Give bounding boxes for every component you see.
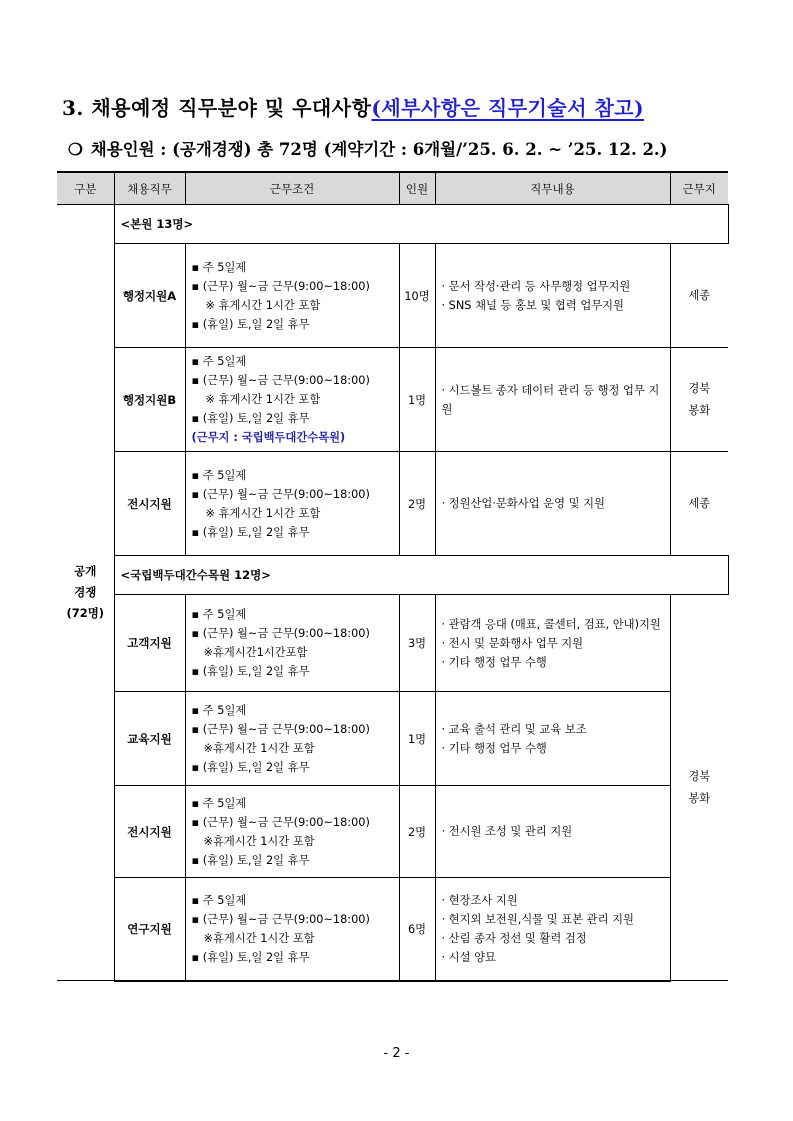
duties [435,878,670,981]
duty-line: · 전시 및 문화행사 업무 지원 [441,636,584,650]
duty-line: · 산림 종자 정선 및 활력 검정 [441,931,587,945]
header-conditions: 근무조건 [185,172,399,205]
page-number: - 2 - [383,1046,410,1061]
work-conditions [185,595,399,692]
job-title: 전시지원 [114,452,185,556]
category-line: 경쟁 [74,585,97,599]
table-row [57,595,728,692]
work-conditions [185,244,399,348]
table-row [57,878,728,981]
condition-line: ▪ (근무) 월~금 근무(9:00~18:00) [191,374,370,387]
job-title: 전시지원 [114,786,185,878]
condition-line: ▪ (근무) 월~금 근무(9:00~18:00) [191,722,370,736]
work-conditions [185,692,399,786]
headcount: 3명 [399,595,435,692]
category-line: (72명) [66,606,105,620]
location-line: 봉화 [688,791,711,805]
duty-line: · 시설 양묘 [441,950,496,964]
circle-bullet-icon: ❍ [68,140,83,159]
section-title-text: 3. 채용예정 직무분야 및 우대사항 [62,96,372,120]
table-row [57,244,728,348]
work-conditions [185,348,399,452]
table-header-row [57,172,728,205]
location [670,595,728,981]
headcount: 1명 [399,692,435,786]
duty-line: · 정원산업·문화사업 운영 및 지원 [441,497,605,510]
duties [435,348,670,452]
workplace-note: (근무지 : 국립백두대간수목원) [191,431,346,444]
condition-line: ▪ 주 5일제 [191,796,247,810]
table-row [57,452,728,556]
recruit-summary-text: 채용인원 : (공개경쟁) 총 72명 (계약기간 : 6개월/’25. 6. 2. ~ ’25. 12. 2.) [90,140,668,159]
duty-line: · 현지외 보전원,식물 및 표본 관리 지원 [441,912,634,926]
headcount: 10명 [399,244,435,348]
duty-line: · SNS 채널 등 홍보 및 협력 업무지원 [441,298,624,312]
condition-line: ▪ (휴일) 토,일 2일 휴무 [191,525,310,539]
condition-line: ▪ (근무) 월~금 근무(9:00~18:00) [191,912,370,926]
condition-note: ※ 휴게시간 1시간 포함 [205,298,321,312]
location: 세종 [670,244,728,348]
location-line: 경북 [688,769,711,783]
condition-line: ▪ 주 5일제 [191,468,247,482]
job-title: 연구지원 [114,878,185,981]
duties [435,595,670,692]
condition-line: ▪ 주 5일제 [191,260,247,274]
recruitment-table [57,171,729,982]
condition-line: ▪ 주 5일제 [191,355,247,368]
condition-line: ▪ (휴일) 토,일 2일 휴무 [191,665,310,678]
condition-note: ※휴게시간 1시간 포함 [203,931,315,945]
duty-line: · 전시원 조성 및 관리 지원 [441,825,573,838]
section-title [62,92,644,121]
section-row [57,205,728,244]
condition-line: ▪ (근무) 월~금 근무(9:00~18:00) [191,627,370,640]
work-conditions [185,786,399,878]
category-line: 공개 [74,564,97,578]
condition-note: ※휴게시간 1시간 포함 [203,741,315,755]
job-title: 고객지원 [114,595,185,692]
condition-note: ※ 휴게시간 1시간 포함 [205,393,321,406]
duty-line: · 현장조사 지원 [441,893,518,907]
condition-line: ▪ (휴일) 토,일 2일 휴무 [191,853,310,867]
table-row [57,348,728,452]
condition-line: ▪ (근무) 월~금 근무(9:00~18:00) [191,815,370,829]
duties [435,452,670,556]
condition-line: ▪ (휴일) 토,일 2일 휴무 [191,950,310,964]
job-description-link[interactable]: (세부사항은 직무기술서 참고) [371,96,645,120]
headcount: 1명 [399,348,435,452]
category-cell [57,205,114,981]
condition-note: ※휴게시간1시간포함 [203,646,308,659]
location-line: 경북 [688,381,711,395]
condition-note: ※휴게시간 1시간 포함 [203,834,315,848]
work-conditions [185,452,399,556]
duty-line: · 교육 출석 관리 및 교육 보조 [441,722,587,736]
duty-line: · 시드볼트 종자 데이터 관리 등 행정 업무 지원 [441,383,660,416]
job-title: 행정지원A [114,244,185,348]
headcount: 6명 [399,878,435,981]
duty-line: · 기타 행정 업무 수행 [441,655,547,669]
condition-line: ▪ (근무) 월~금 근무(9:00~18:00) [191,279,370,293]
condition-line: ▪ 주 5일제 [191,893,247,907]
condition-line: ▪ 주 5일제 [191,703,247,717]
section-row [57,556,728,595]
duties [435,692,670,786]
job-title: 교육지원 [114,692,185,786]
duty-line: · 기타 행정 업무 수행 [441,741,547,755]
duties [435,786,670,878]
job-title: 행정지원B [114,348,185,452]
header-headcount: 인원 [399,172,435,205]
recruit-summary [68,136,667,160]
condition-line: ▪ (휴일) 토,일 2일 휴무 [191,760,310,774]
header-location: 근무지 [670,172,728,205]
table-row [57,692,728,786]
header-duties: 직무내용 [435,172,670,205]
condition-line: ▪ (근무) 월~금 근무(9:00~18:00) [191,487,370,501]
duties [435,244,670,348]
headcount: 2명 [399,452,435,556]
location: 세종 [670,452,728,556]
condition-line: ▪ 주 5일제 [191,608,247,621]
duty-line: · 문서 작성·관리 등 사무행정 업무지원 [441,279,631,293]
table-row [57,786,728,878]
condition-line: ▪ (휴일) 토,일 2일 휴무 [191,412,310,425]
header-job: 채용직무 [114,172,185,205]
duty-line: · 관람객 응대 (매표, 콜센터, 검표, 안내)지원 [441,617,661,631]
header-category: 구분 [57,172,114,205]
location-line: 봉화 [688,403,711,417]
condition-note: ※ 휴게시간 1시간 포함 [205,506,321,520]
section-main-office: <본원 13명> [114,205,728,244]
work-conditions [185,878,399,981]
headcount: 2명 [399,786,435,878]
section-arboretum: <국립백두대간수목원 12명> [114,556,728,595]
location [670,348,728,452]
condition-line: ▪ (휴일) 토,일 2일 휴무 [191,317,310,331]
